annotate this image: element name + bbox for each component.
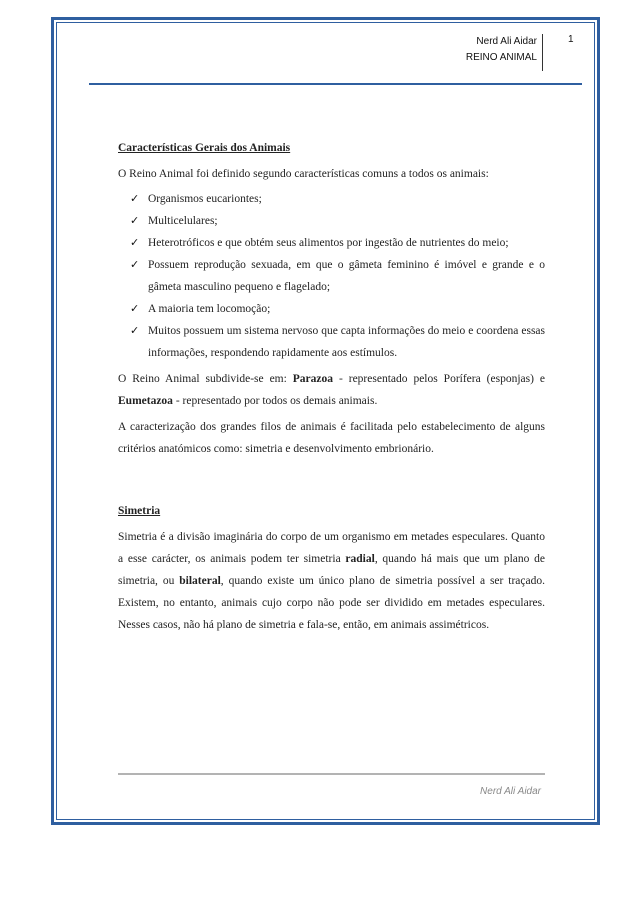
list-item: ✓ Organismos eucariontes; [118, 188, 545, 210]
header-rule [89, 83, 582, 85]
running-header [417, 34, 543, 71]
term-parazoa: Parazoa [292, 373, 334, 385]
header-subject: REINO ANIMAL [465, 52, 537, 63]
check-icon: ✓ [130, 236, 140, 249]
section-title-symmetry: Simetria [118, 505, 161, 517]
check-icon: ✓ [130, 302, 140, 315]
characterization-paragraph: A caracterização dos grandes filos de animais é facilitada pelo estabelecimento de alguns critérios anatómicos como: simetria e desenvolvimento embrionário. [118, 421, 545, 455]
section-title-characteristics: Características Gerais dos Animais [118, 142, 291, 154]
footer-author: Nerd Ali Aidar [480, 786, 541, 797]
list-item: ✓ Heterotróficos e que obtém seus alimentos por ingestão de nutrientes do meio; [118, 232, 545, 254]
symmetry-paragraph: Simetria é a divisão imaginária do corpo de um organismo em metades especulares. Quanto a esse carácter, os animais podem ter simetria radial, quando há mais que um plano de simetria, ou bilateral, quando existe um único plano de simetria possível a ser traçado. Existem, no entanto, animais cujo corpo não pode ser dividido em metades especulares. Nesses casos, não há plano de simetria e fala-se, então, em animais assimétricos. [118, 531, 545, 631]
list-item: ✓ Possuem reprodução sexuada, em que o gâmeta feminino é imóvel e grande e o gâmeta masculino pequeno e flagelado; [118, 254, 545, 298]
characteristics-list [118, 188, 545, 364]
list-item: ✓ A maioria tem locomoção; [118, 298, 545, 320]
list-item: ✓ Multicelulares; [118, 210, 545, 232]
footer-rule [118, 773, 545, 775]
check-icon: ✓ [130, 214, 140, 227]
header-author: Nerd Ali Aidar [476, 36, 537, 47]
subdivision-paragraph: O Reino Animal subdivide-se em: Parazoa - representado pelos Porífera (esponjas) e Eumetazoa - representado por todos os demais animais. [118, 373, 545, 407]
list-item: ✓ Muitos possuem um sistema nervoso que capta informações do meio e coordena essas informações, respondendo rapidamente aos estímulos. [118, 320, 545, 364]
term-eumetazoa: Eumetazoa [118, 395, 173, 407]
document-body [118, 137, 545, 636]
check-icon: ✓ [130, 324, 140, 337]
intro-paragraph: O Reino Animal foi definido segundo características comuns a todos os animais: [118, 168, 489, 180]
page-number: 1 [568, 34, 574, 45]
term-radial: radial [345, 553, 375, 565]
check-icon: ✓ [130, 258, 140, 271]
check-icon: ✓ [130, 192, 140, 205]
term-bilateral: bilateral [179, 575, 221, 587]
